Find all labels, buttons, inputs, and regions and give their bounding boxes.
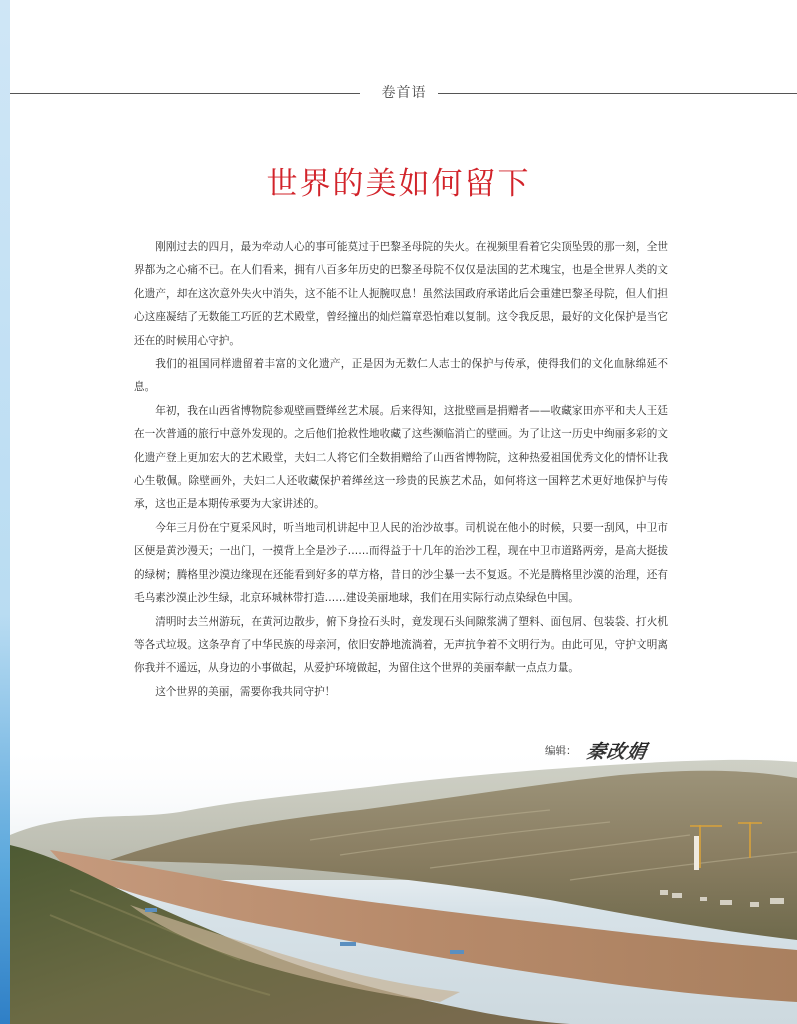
- paragraph: 今年三月份在宁夏采风时，听当地司机讲起中卫人民的治沙故事。司机说在他小的时候，只要一刮风，中卫市区便是黄沙漫天；一出门，一摸背上全是沙子……而得益于十几年的治沙工程，现在中卫市道路两旁，是高大挺拔的绿树；腾格里沙漠边缘现在还能看到好多的草方格，昔日的沙尘暴一去不复返。不光是腾格里沙漠的治理，还有毛乌素沙漠止沙生绿，北京环城林带打造……建设美丽地球，我们在用实际行动点染绿色中国。: [134, 521, 668, 605]
- header-rule-right: [438, 93, 797, 94]
- paragraph: 年初，我在山西省博物院参观壁画暨缂丝艺术展。后来得知，这批壁画是捐赠者——收藏家田亦平和夫人王廷在一次普通的旅行中意外发现的。之后他们抢救性地收藏了这些濒临消亡的壁画。为了让这一历史中绚丽多彩的文化遗产登上更加宏大的艺术殿堂，夫妇二人将它们全数捐赠给了山西省博物院，这种热爱祖国优秀文化的情怀让我心生敬佩。除壁画外，夫妇二人还收藏保护着缂丝这一珍贵的民族艺术品，如何将这一国粹艺术更好地保护与传承，这也正是本期传承要为大家讲述的。: [134, 404, 668, 511]
- header-rule-left: [10, 93, 360, 94]
- river-landscape-photo: [10, 740, 797, 1024]
- article-body: [134, 236, 668, 704]
- paragraph: 我们的祖国同样遗留着丰富的文化遗产，正是因为无数仁人志士的保护与传承，使得我们的文化血脉绵延不息。: [134, 358, 668, 394]
- left-edge-stripe: [0, 0, 10, 1024]
- paragraph: 这个世界的美丽，需要你我共同守护！: [155, 685, 336, 698]
- paragraph: 刚刚过去的四月，最为牵动人心的事可能莫过于巴黎圣母院的失火。在视频里看着它尖顶坠毁的那一刻，全世界都为之心痛不已。在人们看来，拥有八百多年历史的巴黎圣母院不仅仅是法国的艺术瑰宝，也是全世界人类的文化遗产，却在这次意外失火中消失，这不能不让人扼腕叹息！虽然法国政府承诺此后会重建巴黎圣母院，但人们担心这座凝结了无数能工巧匠的艺术殿堂，曾经撞出的灿烂篇章恐怕难以复制。这令我反思，最好的文化保护是当它还在的时候用心守护。: [134, 241, 668, 347]
- section-label: 卷首语: [381, 85, 427, 101]
- section-header: [10, 82, 797, 106]
- paragraph: 清明时去兰州游玩，在黄河边散步，俯下身捡石头时，竟发现石头间隙浆满了塑料、面包屑、包装袋、打火机等各式垃圾。这条孕育了中华民族的母亲河，依旧安静地流淌着，无声抗争着不文明行为。由此可见，守护文明离你我并不遥远，从身边的小事做起，从爱护环境做起，为留住这个世界的美丽奉献一点点力量。: [134, 615, 668, 675]
- article-title: 世界的美如何留下: [266, 166, 531, 202]
